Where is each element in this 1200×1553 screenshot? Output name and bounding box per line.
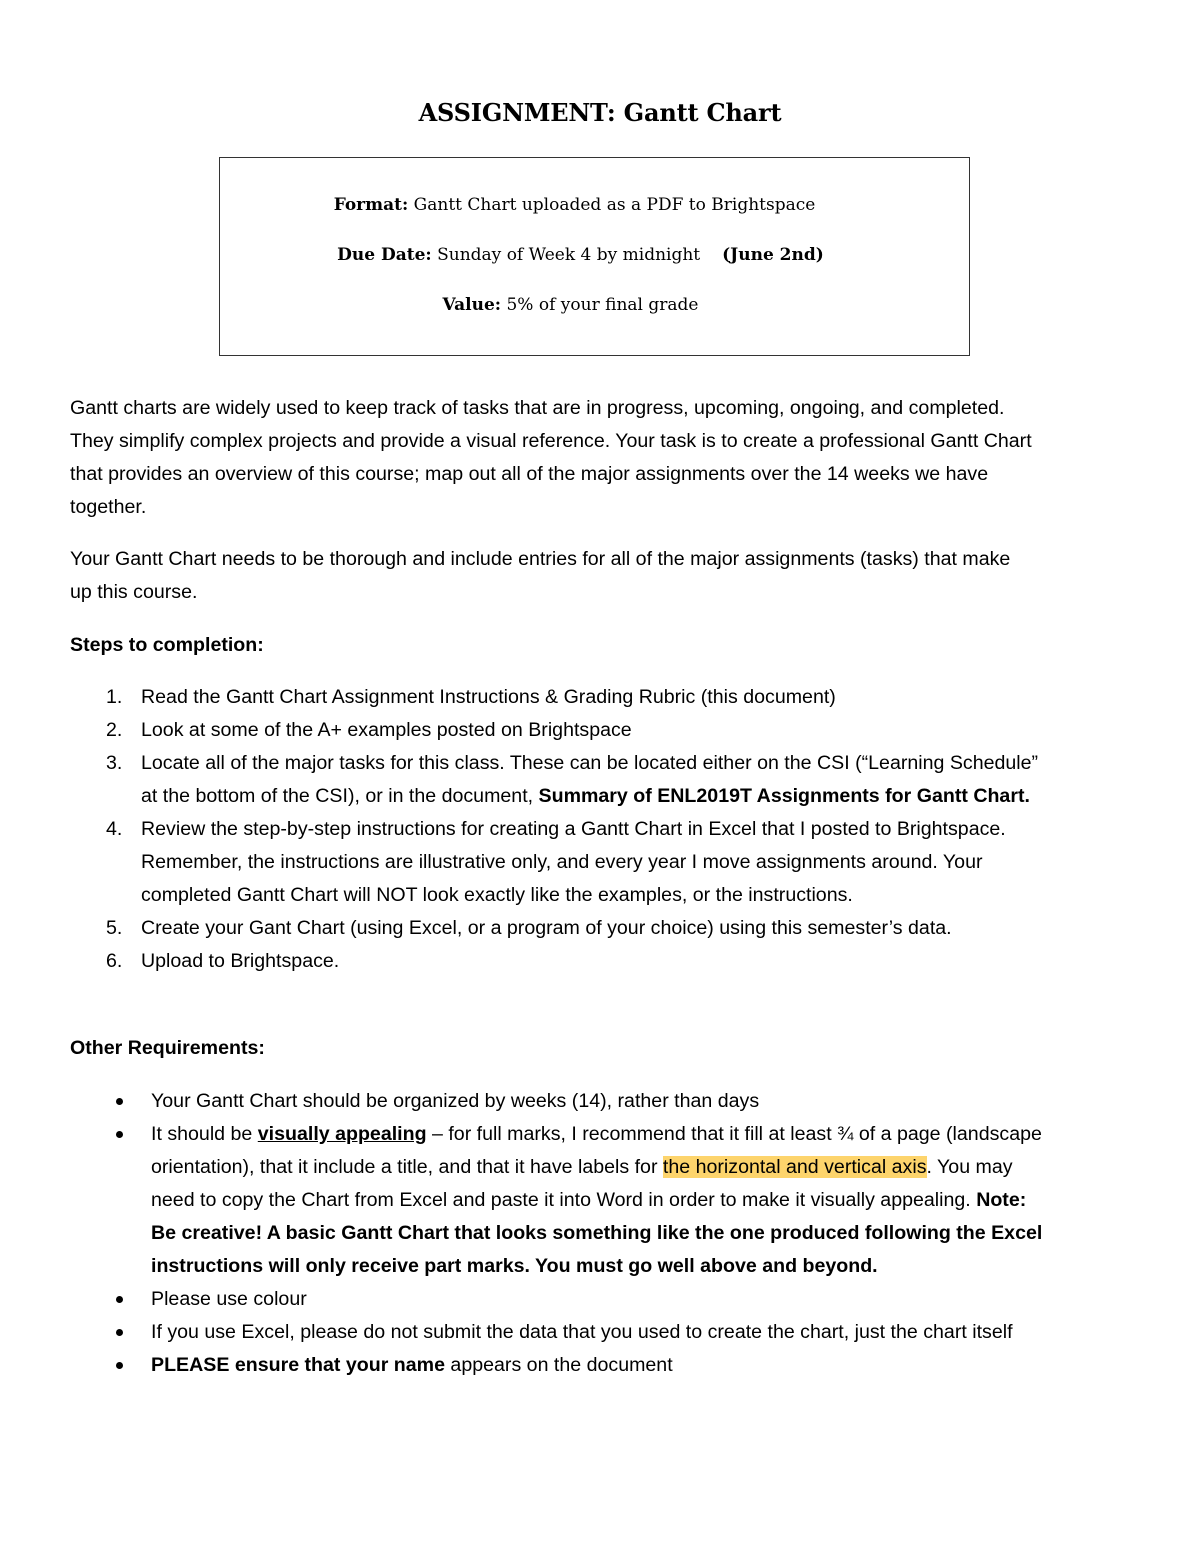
step-text: Review the step-by-step instructions for creating a Gantt Chart in Excel that I posted to Brightspace. <box>141 818 1006 840</box>
step-number: 5. <box>106 917 123 939</box>
step-text-continued: completed Gantt Chart will NOT look exactly like the examples, or the instructions. <box>141 884 853 906</box>
bullet-text-part: It should be <box>151 1123 258 1145</box>
page-title: ASSIGNMENT: Gantt Chart <box>418 98 782 127</box>
paragraph-line: together. <box>70 496 147 518</box>
bullet-text-continued: Be creative! A basic Gantt Chart that looks something like the one produced following the Excel <box>151 1222 1043 1244</box>
document-title-reference: Summary of ENL2019T Assignments for Gantt Chart <box>538 785 1025 807</box>
bullet-icon <box>116 1362 123 1369</box>
format-line <box>200 195 949 215</box>
list-item <box>70 714 1038 747</box>
due-date-label: Due Date: <box>337 245 432 265</box>
steps-heading: Steps to completion: <box>70 634 264 656</box>
format-label: Format: <box>333 195 409 215</box>
highlighted-text: the horizontal and vertical axis <box>662 1156 927 1178</box>
step-text: Create your Gant Chart (using Excel, or a program of your choice) using this semester’s data. <box>141 917 952 939</box>
paragraph-line: that provides an overview of this course; map out all of the major assignments over the 14 weeks we have <box>70 463 989 485</box>
list-item <box>70 1283 1042 1316</box>
paragraph-line: Your Gantt Chart needs to be thorough and include entries for all of the major assignments (tasks) that make <box>70 548 1011 570</box>
other-requirements-heading: Other Requirements: <box>70 1037 265 1059</box>
step-text: Look at some of the A+ examples posted on Brightspace <box>141 719 632 741</box>
list-item <box>70 945 1038 978</box>
bullet-text: Your Gantt Chart should be organized by weeks (14), rather than days <box>151 1090 760 1112</box>
bullet-text-part: need to copy the Chart from Excel and paste it into Word in order to make it visually appealing. <box>151 1189 977 1211</box>
bullet-icon <box>116 1131 123 1138</box>
bullet-text-part: – for full marks, I recommend that it fill at least ¾ of a page (landscape <box>426 1123 1042 1145</box>
value-line <box>196 295 945 315</box>
bullet-text <box>151 1118 1042 1151</box>
value-value: 5% of your final grade <box>501 295 699 315</box>
bullet-icon <box>116 1329 123 1336</box>
paragraph-line: They simplify complex projects and provide a visual reference. Your task is to create a professional Gantt Chart <box>70 430 1032 452</box>
step-number: 3. <box>106 752 123 774</box>
step-text-continued: Remember, the instructions are illustrative only, and every year I move assignments around. Your <box>141 851 983 873</box>
list-item <box>70 1349 1042 1382</box>
value-label: Value: <box>442 295 502 315</box>
paragraph-line: Gantt charts are widely used to keep track of tasks that are in progress, upcoming, ongoing, and completed. <box>70 397 1005 419</box>
due-date-value: Sunday of Week 4 by midnight <box>431 245 701 265</box>
underlined-emphasis: visually appealing <box>257 1123 427 1145</box>
steps-list <box>70 681 1038 978</box>
bullet-text-continued <box>151 1184 1042 1217</box>
list-item <box>70 747 1038 813</box>
step-text: Read the Gantt Chart Assignment Instructions & Grading Rubric (this document) <box>141 686 836 708</box>
step-text-continued <box>141 780 1038 813</box>
list-item <box>70 1085 1042 1118</box>
assignment-info-box <box>219 157 970 356</box>
bullet-text-part: orientation), that it include a title, and that it have labels for <box>151 1156 663 1178</box>
paragraph-line: up this course. <box>70 581 198 603</box>
bullet-text <box>151 1349 1042 1382</box>
list-item <box>70 813 1038 912</box>
requirements-list <box>70 1085 1042 1382</box>
due-date-note: (June 2nd) <box>722 245 824 265</box>
list-item <box>70 1118 1042 1283</box>
bold-emphasis: PLEASE ensure that your name <box>151 1354 445 1376</box>
step-text: Upload to Brightspace. <box>141 950 340 972</box>
step-text: Locate all of the major tasks for this class. These can be located either on the CSI (“Learning Schedule” <box>141 752 1039 774</box>
bullet-text: Please use colour <box>151 1288 307 1310</box>
bullet-text-continued <box>151 1151 1042 1184</box>
list-item <box>70 681 1038 714</box>
step-number: 2. <box>106 719 123 741</box>
requirements-paragraph <box>70 543 1010 609</box>
list-item <box>70 1316 1042 1349</box>
intro-paragraph <box>70 392 1032 524</box>
bullet-icon <box>116 1098 123 1105</box>
bullet-icon <box>116 1296 123 1303</box>
step-number: 1. <box>106 686 123 708</box>
format-value: Gantt Chart uploaded as a PDF to Brightspace <box>408 195 816 215</box>
bullet-text: If you use Excel, please do not submit the data that you used to create the chart, just the chart itself <box>151 1321 1013 1343</box>
bullet-text-continued: instructions will only receive part marks. You must go well above and beyond. <box>151 1255 878 1277</box>
bullet-text-part: . You may <box>926 1156 1013 1178</box>
step-text-part: . <box>1024 785 1030 807</box>
step-text-part: at the bottom of the CSI), or in the document, <box>141 785 539 807</box>
bullet-text-part: appears on the document <box>444 1354 673 1376</box>
list-item <box>70 912 1038 945</box>
due-date-line <box>206 245 955 265</box>
step-number: 4. <box>106 818 123 840</box>
note-label: Note: <box>976 1189 1027 1211</box>
step-number: 6. <box>106 950 123 972</box>
